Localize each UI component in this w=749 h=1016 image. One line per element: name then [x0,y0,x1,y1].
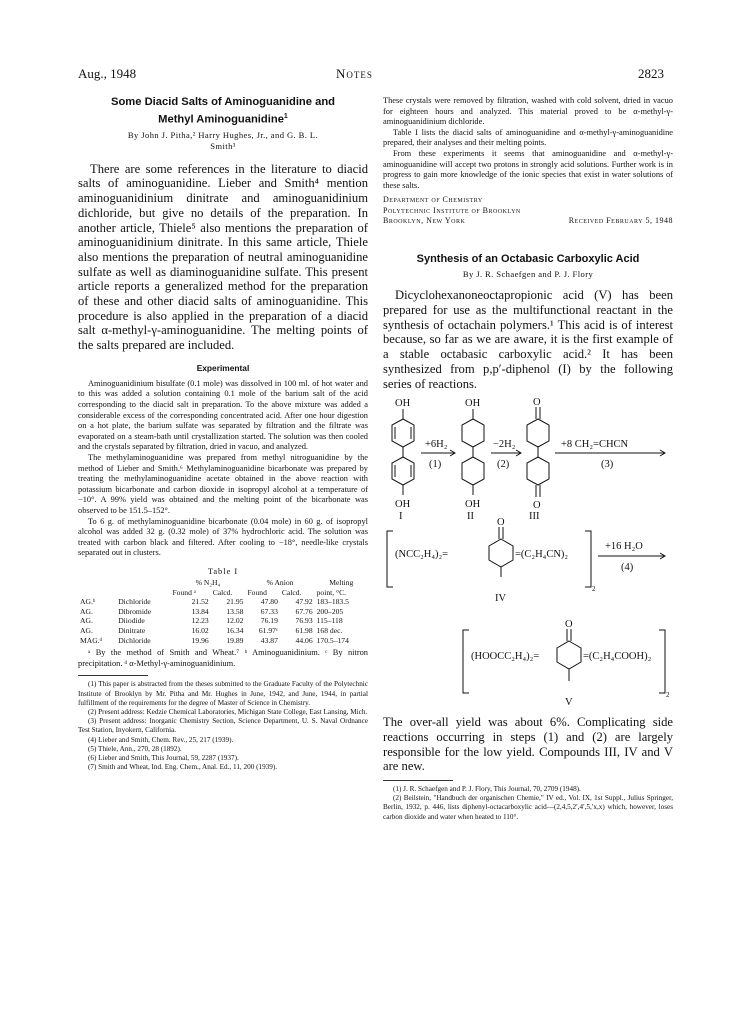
affiliation-block [383,195,673,227]
oh-label: OH [395,499,411,511]
table-cell: Dichloride [118,597,151,607]
table-cell: Dibromide [118,606,152,616]
footnote: (4) Lieber and Smith, Chem. Rev., 25, 217 (1939). [88,735,234,744]
left-column [78,96,368,772]
table-cell: 200–205 [316,606,344,616]
table-cell: 16.34 [226,625,244,635]
reagent-step-1: +6H₂ [425,439,448,451]
table-notes: ᵃ By the method of Smith and Wheat.⁷ ᵇ Aminoguanidinium. ᶜ By nitron precipitation. ᵈ α-Methyl-γ-aminoguanidinium. [78,648,368,668]
experimental-heading: Experimental [196,362,250,373]
table-cell: 44.06 [295,635,313,645]
footnote: (3) Present address: Inorganic Chemistry Section, Science Department, U. S. Naval Ordnance Test Station, Inyokern, California. [78,717,368,735]
affiliation-line: Polytechnic Institute of Brooklyn [383,205,521,215]
compound-label-IV: IV [495,593,507,605]
table-cell: 67.76 [295,606,313,616]
table-row [78,597,368,607]
continued-paragraph-1: These crystals were removed by filtration, washed with cold solvent, dried in vacuo for eighteen hours and analyzed. This material proved to be α-methyl-γ-aminoguanidinium dichloride. [383,96,673,127]
article-title-2: Synthesis of an Octabasic Carboxylic Acid [416,252,640,265]
table-cell: 183–183.5 [316,597,349,607]
table-cell: MAG.ᵈ [80,635,102,645]
table-cell: 12.02 [226,616,244,626]
byline-line-1: By John J. Pitha,² Harry Hughes, Jr., and G. B. L. [127,129,319,140]
table-cell: 19.89 [226,635,244,645]
oxo-label: O [497,517,505,529]
continued-paragraph-3: From these experiments it seems that aminoguanidine and α-methyl-γ-aminoguanidine will accept two protons in strongly acid solutions. Further work is in progress to gain more knowledge of the ionic species that exist in water solutions of these salts. [383,148,673,190]
step-number-3: (3) [601,459,614,471]
table-header-cell: % N₂H₄ [195,577,221,587]
running-header-date: Aug., 1948 [78,66,137,81]
experimental-paragraph-1: Aminoguanidinium bisulfate (0.1 mole) was dissolved in 100 ml. of hot water and to this was added a solution containing 0.1 mole of the barium salt of the acid corresponding to the diacid salt in preparation. To the above mixture was added a considerable excess of the corresponding concentrated acid. After one hour digestion on a hot plate, the barium sulfate was separated by filtration and the filtrate was evaporated on a steam-bath until crystallization started. The solution was then cooled and the crystals separated by filtration, dried in vacuo, and analyzed. [78,378,368,452]
compound-label-V: V [565,697,573,709]
reagent-step-2: −2H₂ [493,439,516,451]
affiliation-row [383,216,673,227]
byline-2: By J. R. Schaefgen and P. J. Flory [462,269,594,280]
title-footnote-mark: 1 [283,112,288,120]
table-cell: 43.87 [260,635,278,645]
table-cell: Dinitrate [118,625,146,635]
footnote: (2) Beilstein, "Handbuch der organischen Chemie," IV ed., Vol. IX, 1st Suppl., Julius Springer, Berlin, 1932, p. 446, lists diphenyl-octacarboxylic acid—(2,4,5,2′,4′,5,′x,x) which, however, loses carbon dioxide and water when heated to 110°. [383,794,673,821]
affiliation-city: Brooklyn, New York [383,216,466,226]
table-cell: 13.58 [226,606,244,616]
table-cell: 16.02 [191,625,209,635]
table-cell: 21.95 [226,597,244,607]
table-cell: AG.ᵇ [80,597,96,607]
v-left-substituent: (HOOCC₂H₄)₂= [471,651,540,663]
title-line-1: Some Diacid Salts of Aminoguanidine and [111,96,335,108]
table-header-cell [78,588,116,598]
oh-label: OH [395,398,411,410]
footnote: (1) J. R. Schaefgen and P. J. Flory, This Journal, 70, 2709 (1948). [393,785,581,794]
footnote-divider [78,675,148,676]
oh-label: OH [465,398,481,410]
table-header-cell: Calcd. [212,587,233,597]
article-title [78,96,368,127]
table-header-cell: Melting [329,577,354,587]
compound-label-II: II [467,511,474,523]
reagent-step-3: +8 CH₂=CHCN [561,439,629,451]
table-header-cell [116,588,170,598]
table-cell: 19.96 [191,635,209,645]
table-cell: 76.93 [295,616,313,626]
table-header-cell: point, °C. [316,587,347,597]
table-cell: 47.92 [295,597,313,607]
oxo-label: O [533,397,541,409]
running-header-section: Notes [336,66,373,81]
table-cell: AG. [80,625,93,635]
iv-left-substituent: (NCC₂H₄)₂= [395,549,449,561]
table-header-row [78,588,368,598]
iv-right-substituent: =(C₂H₄CN)₂ [515,549,569,561]
footnote: (5) Thiele, Ann., 270, 28 (1892). [88,744,182,753]
oxo-label: O [533,500,541,512]
footnote: (6) Lieber and Smith, This Journal, 59, 2287 (1937). [88,753,239,762]
footnote: (7) Smith and Wheat, Ind. Eng. Chem., Anal. Ed., 11, 200 (1939). [88,763,278,772]
data-table [78,578,368,645]
footnote: (1) This paper is abstracted from the theses submitted to the Graduate Faculty of the Polytechnic Institute of Brooklyn by Mr. Pitha and Mr. Hughes in June, 1942, and June, 1944, in partial fulfillment of the requirements for the degree of Master of Science in Chemistry. [78,680,368,707]
table-cell: AG. [80,616,93,626]
reaction-scheme [383,397,673,757]
affiliation-line: Department of Chemistry [383,195,483,205]
table-header-cell: Found [247,587,267,597]
table-header-cell [116,578,170,588]
body-paragraph: Dicyclohexanoneoctapropionic acid (V) has been prepared for use as the multifunctional reactant in the synthesis of octachain polymers.¹ This acid is of interest because, so far as we are aware, it is the first example of a stable octabasic carboxylic acid.² It has been synthesized from p,p′-diphenol (I) by the following series of reactions. [383,288,673,391]
table-cell: Dichloride [118,635,151,645]
experimental-paragraph-3: To 6 g. of methylaminoguanidine bicarbonate (0.04 mole) in 60 g. of isopropyl alcohol was added 32 g. (0.32 mole) of 37% hydrochloric acid. The solution was treated with carbon black and filtered. After cooling to −18°, needle-like crystals separated out in clusters. [78,516,368,558]
intro-paragraph: There are some references in the literature to diacid salts of aminoguanidine. Lieber and Smith⁴ mention aminoguanidinium dinitrate and aminoguanidinium dichloride, but give no details of the preparation. In another article, Thiele⁵ also mentions the preparation of aminoguanidinium dinitrate. In this same article, Thiele also mentions the preparation of neutral aminoguanidine sulfate as well as diaminoguanidine sulfate. This present article reports a generalized method for the preparation of these and other diacid salts of aminoguanidine. This procedure is also applied in the preparation of a diacid salt α-methyl-γ-aminoguanidine. The melting points of the salts prepared are included. [78,161,368,353]
body-paragraph-2: The over-all yield was about 6%. Complicating side reactions occurring in steps (1) and (2) are largely responsible for the low yield. Compounds III, IV and V are new. [383,715,673,774]
table-header-row [78,578,368,588]
page-number: 2823 [638,66,664,81]
byline [78,130,368,152]
table-cell: AG. [80,606,93,616]
table-cell: 76.19 [260,616,278,626]
reagent-step-4: +16 H₂O [605,541,643,553]
table-cell: 170.5–174 [316,635,349,645]
oxo-label: O [565,619,573,631]
table-cell: 115–118 [316,616,343,626]
received-date: Received February 5, 1948 [568,216,673,226]
table-header-cell: % Anion [266,577,294,587]
footnote-divider [383,780,453,781]
table-cell: 61.97ᶜ [258,625,278,635]
bracket-subscript: 2 [666,691,670,700]
table-cell: 168 dec. [316,625,343,635]
table-header-cell: Calcd. [281,587,302,597]
oh-label: OH [465,499,481,511]
step-number-2: (2) [497,459,510,471]
title-line-2: Methyl Aminoguanidine [158,113,284,126]
table-title: Table I [207,566,239,576]
table-cell: 13.84 [191,606,209,616]
footnote: (2) Present address: Kedzie Chemical Laboratories, Michigan State College, East Lansing, Mich. [88,707,368,716]
compound-label-I: I [399,511,403,523]
table-cell: 47.80 [260,597,278,607]
table-row [78,626,368,636]
bracket-subscript: 2 [592,585,596,594]
table-row [78,616,368,626]
continued-paragraph-2: Table I lists the diacid salts of aminoguanidine and α-methyl-γ-aminoguanidine prepared, their analyses and their melting points. [383,127,673,148]
right-column [383,96,673,822]
table-cell: Diiodide [118,616,145,626]
step-number-1: (1) [429,459,442,471]
table-cell: 12.23 [191,616,209,626]
byline-line-2: Smith³ [210,140,236,151]
experimental-paragraph-2: The methylaminoguanidine was prepared from methyl nitroguanidine by the method of Lieber and Smith.⁶ Methylaminoguanidine bicarbonate was prepared by treating the methylaminoguanidine acetate obtained in the above reaction with potassium bicarbonate and carbon dioxide in isopropyl alcohol at a temperature of −10°. A 99% yield was obtained and the melting point of the bicarbonate was observed to be 151.5–152°. [78,453,368,515]
compound-label-III: III [529,511,540,523]
step-number-4: (4) [621,562,634,574]
table-row [78,607,368,617]
table-row [78,636,368,646]
table-header-cell [78,578,116,588]
table-cell: 61.98 [295,625,313,635]
v-right-substituent: =(C₂H₄COOH)₂ [583,651,652,663]
table-header-cell: Found ᵃ [172,587,196,597]
table-cell: 67.33 [260,606,278,616]
table-cell: 21.52 [191,597,209,607]
